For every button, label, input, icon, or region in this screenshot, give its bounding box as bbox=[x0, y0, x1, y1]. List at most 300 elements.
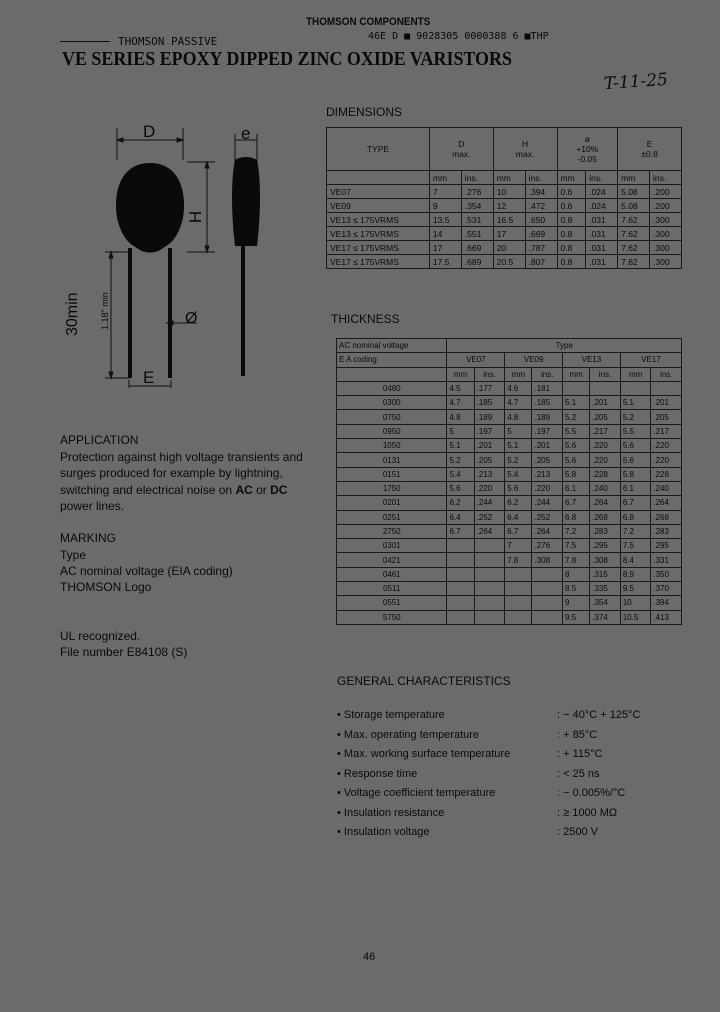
dim-label-d: D bbox=[143, 122, 156, 141]
thk-cell-value: .413 bbox=[651, 610, 682, 624]
thk-cell-value: .283 bbox=[590, 524, 621, 538]
dim-cell-type: VE13 ≤ 175VRMS bbox=[327, 227, 430, 241]
thk-cell-value bbox=[474, 582, 505, 596]
dim-row bbox=[327, 185, 682, 199]
thk-cell-value bbox=[590, 381, 621, 395]
thk-row bbox=[337, 481, 682, 495]
dim-cell-h-mm: 20 bbox=[493, 241, 525, 255]
application-line-3-text: switching and electrical noise on bbox=[60, 483, 236, 497]
general-item-label: • Max. operating temperature bbox=[337, 728, 480, 741]
dim-label-e-thickness: e bbox=[241, 124, 251, 143]
dim-cell-h-in: .394 bbox=[525, 185, 557, 199]
general-item-value: : − 0.005%/°C bbox=[557, 787, 626, 799]
thk-cell-value: .394 bbox=[651, 596, 682, 610]
thk-row bbox=[337, 467, 682, 481]
thk-cell-value: .244 bbox=[532, 496, 563, 510]
thk-cell-value: .370 bbox=[651, 582, 682, 596]
thk-cell-value: 6.4 bbox=[447, 510, 474, 524]
thk-cell-value: .213 bbox=[474, 467, 505, 481]
thk-unit: mm bbox=[620, 367, 651, 381]
dim-cell-h-in: .807 bbox=[525, 255, 557, 269]
thk-cell-code: 1750 bbox=[337, 481, 447, 495]
thk-cell-value: 5.2 bbox=[505, 453, 532, 467]
thk-cell-code: 0131 bbox=[337, 453, 447, 467]
marking-line-1: Type bbox=[60, 548, 87, 562]
dim-cell-e-in: .300 bbox=[650, 255, 682, 269]
thk-cell-value: .268 bbox=[651, 510, 682, 524]
thk-cell-value bbox=[447, 582, 474, 596]
thk-cell-value: .228 bbox=[651, 467, 682, 481]
dim-cell-h-mm: 20.5 bbox=[493, 255, 525, 269]
thk-cell-value: 5.6 bbox=[505, 481, 532, 495]
thk-header-ve17: VE17 bbox=[620, 353, 681, 367]
thk-cell-value: 6.4 bbox=[505, 510, 532, 524]
general-item-value: : + 85°C bbox=[557, 728, 598, 741]
general-item-label: • Voltage coefficient temperature bbox=[337, 787, 496, 799]
thk-cell-value bbox=[447, 596, 474, 610]
dim-cell-e-mm: 7.62 bbox=[618, 227, 650, 241]
thk-cell-value: .350 bbox=[651, 567, 682, 581]
application-or: or bbox=[252, 483, 271, 497]
thk-cell-value: .220 bbox=[532, 481, 563, 495]
thk-row bbox=[337, 424, 682, 438]
header-rule-left bbox=[60, 41, 110, 42]
dim-cell-e-mm: 5.08 bbox=[618, 199, 650, 213]
dim-header-phi: ø +10% -0.05 bbox=[557, 128, 618, 171]
thk-cell-code: 0480 bbox=[337, 381, 447, 395]
general-item-value: : < 25 ns bbox=[557, 767, 600, 780]
dim-cell-h-mm: 10 bbox=[493, 185, 525, 199]
thk-unit: mm bbox=[563, 367, 590, 381]
thk-cell-value: 4.6 bbox=[505, 381, 532, 395]
general-item-value: : 2500 V bbox=[557, 826, 598, 838]
thk-cell-value: .189 bbox=[532, 410, 563, 424]
dim-cell-d-in: .354 bbox=[461, 199, 493, 213]
thk-cell-value: .220 bbox=[651, 439, 682, 453]
thk-cell-value: 5.4 bbox=[447, 467, 474, 481]
thk-cell-value: .197 bbox=[532, 424, 563, 438]
thk-cell-value: 8.4 bbox=[620, 553, 651, 567]
dim-row bbox=[327, 241, 682, 255]
general-item-value: : + 115°C bbox=[557, 748, 603, 760]
thk-cell-value: .205 bbox=[651, 410, 682, 424]
thk-row bbox=[337, 524, 682, 538]
thk-cell-value: .213 bbox=[532, 467, 563, 481]
thk-cell-value: 7.2 bbox=[563, 524, 590, 538]
catalog-code: 46E D ■ 9028305 0000388 6 ■THP bbox=[368, 31, 549, 42]
dim-unit: mm bbox=[493, 171, 525, 185]
thk-cell-value: 6.1 bbox=[563, 481, 590, 495]
general-heading: GENERAL CHARACTERISTICS bbox=[337, 674, 511, 688]
dim-cell-h-in: .669 bbox=[525, 227, 557, 241]
thk-cell-value: 8.5 bbox=[563, 582, 590, 596]
thk-cell-value: .205 bbox=[532, 453, 563, 467]
varistor-drawing bbox=[75, 118, 295, 388]
thk-row bbox=[337, 553, 682, 567]
thk-header-voltage: AC nominal voltage bbox=[337, 339, 447, 353]
thk-cell-value: .295 bbox=[590, 539, 621, 553]
thk-cell-value bbox=[532, 596, 563, 610]
dim-units-row bbox=[327, 171, 682, 185]
dim-label-h: H bbox=[186, 210, 206, 224]
thk-cell-value: 5.6 bbox=[620, 439, 651, 453]
thk-cell-value bbox=[563, 381, 590, 395]
thk-cell-value: 7 bbox=[505, 539, 532, 553]
thk-cell-value: .240 bbox=[590, 481, 621, 495]
thk-cell-value bbox=[505, 596, 532, 610]
dim-cell-phi-mm: 0.6 bbox=[557, 185, 586, 199]
thk-cell-value: 10 bbox=[620, 596, 651, 610]
thk-row bbox=[337, 582, 682, 596]
thk-cell-value: .264 bbox=[590, 496, 621, 510]
dim-cell-h-mm: 16.5 bbox=[493, 213, 525, 227]
thk-header-ve07: VE07 bbox=[447, 353, 505, 367]
dim-unit: ins. bbox=[650, 171, 682, 185]
dim-unit: mm bbox=[557, 171, 586, 185]
thk-cell-value: .335 bbox=[590, 582, 621, 596]
thk-unit-blank bbox=[337, 367, 447, 381]
dim-cell-d-in: .551 bbox=[461, 227, 493, 241]
thk-cell-value: .220 bbox=[474, 481, 505, 495]
thk-cell-code: 0421 bbox=[337, 553, 447, 567]
thk-cell-value: .244 bbox=[474, 496, 505, 510]
thk-row bbox=[337, 510, 682, 524]
thk-cell-value: .308 bbox=[590, 553, 621, 567]
dim-cell-d-mm: 17 bbox=[429, 241, 461, 255]
thk-cell-value: 6.8 bbox=[620, 510, 651, 524]
dim-row bbox=[327, 199, 682, 213]
dim-cell-type: VE07 bbox=[327, 185, 430, 199]
thk-cell-value bbox=[505, 610, 532, 624]
thk-cell-code: 0201 bbox=[337, 496, 447, 510]
thk-cell-value: 5.1 bbox=[620, 396, 651, 410]
thk-cell-code: 0251 bbox=[337, 510, 447, 524]
thk-cell-value: .177 bbox=[474, 381, 505, 395]
thk-cell-value: .220 bbox=[590, 439, 621, 453]
dim-cell-h-mm: 12 bbox=[493, 199, 525, 213]
page-number: 46 bbox=[363, 951, 376, 963]
dim-unit: ins. bbox=[525, 171, 557, 185]
thk-cell-value: 5 bbox=[505, 424, 532, 438]
dim-header-e: E ±0.8 bbox=[618, 128, 682, 171]
marking-line-3: THOMSON Logo bbox=[60, 580, 152, 594]
dim-cell-h-in: .787 bbox=[525, 241, 557, 255]
thk-cell-value bbox=[447, 567, 474, 581]
general-item-label: • Insulation resistance bbox=[337, 806, 445, 819]
thk-unit: mm bbox=[505, 367, 532, 381]
thk-cell-code: 0950 bbox=[337, 424, 447, 438]
dim-cell-e-in: .200 bbox=[650, 185, 682, 199]
dim-cell-d-in: .689 bbox=[461, 255, 493, 269]
thk-cell-value: .220 bbox=[590, 453, 621, 467]
dim-cell-phi-mm: 0.8 bbox=[557, 213, 586, 227]
dim-cell-e-mm: 7.62 bbox=[618, 213, 650, 227]
dim-cell-phi-in: .031 bbox=[586, 241, 618, 255]
thk-header-ve09: VE09 bbox=[505, 353, 563, 367]
thk-cell-value bbox=[532, 582, 563, 596]
thk-cell-value bbox=[532, 567, 563, 581]
thk-cell-value: 7.8 bbox=[505, 553, 532, 567]
thk-cell-value: 6.7 bbox=[620, 496, 651, 510]
thk-cell-value: .201 bbox=[590, 396, 621, 410]
thk-cell-value: 7.5 bbox=[620, 539, 651, 553]
thk-row bbox=[337, 567, 682, 581]
ul-file-number: File number E84108 (S) bbox=[60, 645, 188, 659]
thk-cell-value: 5.6 bbox=[563, 439, 590, 453]
division-name: THOMSON PASSIVE bbox=[118, 35, 218, 48]
marking-line-2: AC nominal voltage (EIA coding) bbox=[60, 564, 233, 578]
dim-cell-phi-mm: 0.8 bbox=[557, 227, 586, 241]
thk-cell-value: 5.4 bbox=[505, 467, 532, 481]
dim-label-phi: Ø bbox=[185, 310, 198, 327]
dim-cell-e-in: .300 bbox=[650, 227, 682, 241]
thk-cell-value: 4.8 bbox=[447, 410, 474, 424]
thk-cell-value: 6.7 bbox=[505, 524, 532, 538]
thk-cell-value: .264 bbox=[474, 524, 505, 538]
thk-header-type: Type bbox=[447, 339, 682, 353]
thk-cell-value bbox=[505, 567, 532, 581]
dim-unit: ins. bbox=[461, 171, 493, 185]
page-title: VE SERIES EPOXY DIPPED ZINC OXIDE VARISTORS bbox=[62, 49, 512, 70]
dim-header-type: TYPE bbox=[327, 128, 430, 171]
dim-cell-phi-in: .031 bbox=[586, 213, 618, 227]
thk-cell-value: .331 bbox=[651, 553, 682, 567]
thk-row bbox=[337, 396, 682, 410]
dim-cell-e-in: .300 bbox=[650, 241, 682, 255]
dim-cell-e-mm: 5.08 bbox=[618, 185, 650, 199]
thk-cell-value: .228 bbox=[590, 467, 621, 481]
thk-cell-code: 0461 bbox=[337, 567, 447, 581]
thk-cell-value bbox=[651, 381, 682, 395]
dim-cell-e-in: .200 bbox=[650, 199, 682, 213]
thk-cell-value: .283 bbox=[651, 524, 682, 538]
dim-cell-phi-mm: 0.8 bbox=[557, 241, 586, 255]
dim-row bbox=[327, 213, 682, 227]
thk-cell-value: 5.8 bbox=[563, 467, 590, 481]
thk-cell-value: .276 bbox=[532, 539, 563, 553]
dim-cell-d-in: .276 bbox=[461, 185, 493, 199]
thk-cell-value: 5.5 bbox=[620, 424, 651, 438]
dim-cell-phi-mm: 0.8 bbox=[557, 255, 586, 269]
thk-cell-value: 10.5 bbox=[620, 610, 651, 624]
thk-cell-code: 0300 bbox=[337, 396, 447, 410]
thk-cell-code: 0750 bbox=[337, 410, 447, 424]
thk-cell-value: 6.2 bbox=[505, 496, 532, 510]
thk-cell-value: .295 bbox=[651, 539, 682, 553]
thk-cell-value: 4.7 bbox=[505, 396, 532, 410]
thk-cell-value bbox=[474, 539, 505, 553]
thk-cell-code: 0151 bbox=[337, 467, 447, 481]
application-line-4: power lines. bbox=[60, 499, 125, 513]
general-item-label: • Response time bbox=[337, 767, 418, 780]
thickness-table bbox=[336, 338, 682, 625]
dim-cell-phi-in: .031 bbox=[586, 227, 618, 241]
thk-cell-value: 9.5 bbox=[620, 582, 651, 596]
thk-cell-value: 6.2 bbox=[447, 496, 474, 510]
application-line-3 bbox=[60, 483, 287, 497]
thk-cell-value: .220 bbox=[651, 453, 682, 467]
handwritten-note: T-11-25 bbox=[603, 69, 669, 95]
thk-cell-value bbox=[474, 567, 505, 581]
dim-cell-d-in: .669 bbox=[461, 241, 493, 255]
thk-cell-code: 2750 bbox=[337, 524, 447, 538]
thk-cell-value: .181 bbox=[532, 381, 563, 395]
dim-cell-d-mm: 13.5 bbox=[429, 213, 461, 227]
dim-label-lead-inches: 1.18" min bbox=[100, 292, 110, 330]
thk-header-ve13: VE13 bbox=[563, 353, 621, 367]
thk-cell-value bbox=[474, 553, 505, 567]
application-line-1: Protection against high voltage transients and bbox=[60, 450, 303, 464]
thk-cell-value: .268 bbox=[590, 510, 621, 524]
thk-cell-value: .252 bbox=[474, 510, 505, 524]
thk-cell-value: 5 bbox=[447, 424, 474, 438]
dim-label-lead-length: 30min bbox=[64, 292, 81, 336]
application-ac: AC bbox=[235, 483, 253, 497]
thk-cell-value bbox=[532, 610, 563, 624]
thk-cell-value: .354 bbox=[590, 596, 621, 610]
thk-cell-value: .264 bbox=[651, 496, 682, 510]
thk-cell-value: .201 bbox=[474, 439, 505, 453]
thk-cell-value bbox=[447, 539, 474, 553]
dim-label-e-spacing: E bbox=[143, 368, 155, 387]
thk-row bbox=[337, 439, 682, 453]
thk-unit: mm bbox=[447, 367, 474, 381]
thk-unit: ins. bbox=[590, 367, 621, 381]
dim-cell-e-mm: 7.62 bbox=[618, 255, 650, 269]
thk-cell-value: .205 bbox=[590, 410, 621, 424]
thk-header-coding: E A coding bbox=[337, 353, 447, 367]
dim-cell-d-mm: 17.5 bbox=[429, 255, 461, 269]
thk-cell-value: 5.6 bbox=[620, 453, 651, 467]
dim-unit-blank bbox=[327, 171, 430, 185]
thk-cell-value: 5.5 bbox=[563, 424, 590, 438]
thk-row bbox=[337, 453, 682, 467]
thickness-heading: THICKNESS bbox=[331, 312, 400, 326]
thk-cell-value: .217 bbox=[651, 424, 682, 438]
dim-header-d: D max. bbox=[429, 128, 493, 171]
thk-row bbox=[337, 381, 682, 395]
thk-cell-value: 5.1 bbox=[447, 439, 474, 453]
thk-cell-value: 5.8 bbox=[620, 467, 651, 481]
dim-unit: mm bbox=[618, 171, 650, 185]
dim-cell-type: VE17 ≤ 175VRMS bbox=[327, 255, 430, 269]
dim-cell-h-mm: 17 bbox=[493, 227, 525, 241]
general-item-label: • Insulation voltage bbox=[337, 826, 430, 838]
thk-cell-value: 6.1 bbox=[620, 481, 651, 495]
dim-cell-d-mm: 14 bbox=[429, 227, 461, 241]
thk-cell-value: 9.5 bbox=[563, 610, 590, 624]
thk-cell-value: 5.1 bbox=[505, 439, 532, 453]
application-line-2: surges produced for example by lightning, bbox=[60, 466, 283, 480]
dimensions-table bbox=[326, 127, 682, 269]
thk-cell-value: 4.7 bbox=[447, 396, 474, 410]
thk-cell-value bbox=[620, 381, 651, 395]
thk-cell-value: 5.2 bbox=[620, 410, 651, 424]
thk-cell-value: 5.6 bbox=[563, 453, 590, 467]
dim-cell-type: VE17 ≤ 175VRMS bbox=[327, 241, 430, 255]
thk-cell-value bbox=[447, 610, 474, 624]
thk-cell-code: 0301 bbox=[337, 539, 447, 553]
dim-cell-d-in: .531 bbox=[461, 213, 493, 227]
thk-cell-value: .315 bbox=[590, 567, 621, 581]
thk-cell-value: .201 bbox=[651, 396, 682, 410]
dim-cell-h-in: .650 bbox=[525, 213, 557, 227]
thk-cell-value: 6.7 bbox=[447, 524, 474, 538]
thk-cell-code: 0511 bbox=[337, 582, 447, 596]
thk-cell-value: 7.5 bbox=[563, 539, 590, 553]
thk-cell-value: .189 bbox=[474, 410, 505, 424]
dim-header-h: H max. bbox=[493, 128, 557, 171]
thk-cell-value: 7.8 bbox=[563, 553, 590, 567]
thk-cell-value: 5.1 bbox=[563, 396, 590, 410]
thk-cell-value bbox=[447, 553, 474, 567]
application-heading: APPLICATION bbox=[60, 433, 139, 447]
thk-cell-value: 9 bbox=[563, 596, 590, 610]
thk-cell-value: 6.7 bbox=[563, 496, 590, 510]
thk-row bbox=[337, 596, 682, 610]
thk-row bbox=[337, 410, 682, 424]
dim-row bbox=[327, 255, 682, 269]
thk-cell-value: 6.8 bbox=[563, 510, 590, 524]
thk-row bbox=[337, 496, 682, 510]
general-item-value: : ≥ 1000 MΩ bbox=[557, 806, 618, 819]
thk-cell-value bbox=[505, 582, 532, 596]
thk-cell-value: .205 bbox=[474, 453, 505, 467]
thk-cell-value: .374 bbox=[590, 610, 621, 624]
ul-recognized: UL recognized. bbox=[60, 629, 141, 643]
dim-cell-d-mm: 7 bbox=[429, 185, 461, 199]
dim-cell-e-mm: 7.62 bbox=[618, 241, 650, 255]
dim-cell-h-in: .472 bbox=[525, 199, 557, 213]
thk-cell-code: 1050 bbox=[337, 439, 447, 453]
thk-cell-value bbox=[474, 596, 505, 610]
dim-cell-d-mm: 9 bbox=[429, 199, 461, 213]
dim-unit: ins. bbox=[586, 171, 618, 185]
company-name: THOMSON COMPONENTS bbox=[306, 16, 431, 28]
thk-cell-value: .185 bbox=[474, 396, 505, 410]
general-item-label: • Storage temperature bbox=[337, 709, 445, 721]
dim-cell-phi-mm: 0.6 bbox=[557, 199, 586, 213]
dim-cell-type: VE13 ≤ 175VRMS bbox=[327, 213, 430, 227]
thk-row bbox=[337, 610, 682, 624]
thk-cell-value: 5.2 bbox=[447, 453, 474, 467]
dim-cell-phi-in: .031 bbox=[586, 255, 618, 269]
thk-cell-value: .201 bbox=[532, 439, 563, 453]
thk-cell-value: 5.2 bbox=[563, 410, 590, 424]
thk-cell-value: .197 bbox=[474, 424, 505, 438]
thk-cell-value: .217 bbox=[590, 424, 621, 438]
thk-cell-value: 4.8 bbox=[505, 410, 532, 424]
marking-heading: MARKING bbox=[60, 531, 117, 545]
thk-cell-value: .240 bbox=[651, 481, 682, 495]
dim-cell-phi-in: .024 bbox=[586, 199, 618, 213]
thk-cell-value: 8.9 bbox=[620, 567, 651, 581]
thk-cell-code: 0551 bbox=[337, 596, 447, 610]
thk-row bbox=[337, 539, 682, 553]
dim-cell-type: VE09 bbox=[327, 199, 430, 213]
thk-cell-value bbox=[474, 610, 505, 624]
dim-cell-e-in: .300 bbox=[650, 213, 682, 227]
thk-unit: ins. bbox=[532, 367, 563, 381]
thk-cell-code: 5750 bbox=[337, 610, 447, 624]
thk-cell-value: 8 bbox=[563, 567, 590, 581]
thk-cell-value: .252 bbox=[532, 510, 563, 524]
dimensions-heading: DIMENSIONS bbox=[326, 105, 403, 119]
thk-cell-value: 4.5 bbox=[447, 381, 474, 395]
thk-cell-value: .308 bbox=[532, 553, 563, 567]
thk-unit: ins. bbox=[474, 367, 505, 381]
dim-row bbox=[327, 227, 682, 241]
